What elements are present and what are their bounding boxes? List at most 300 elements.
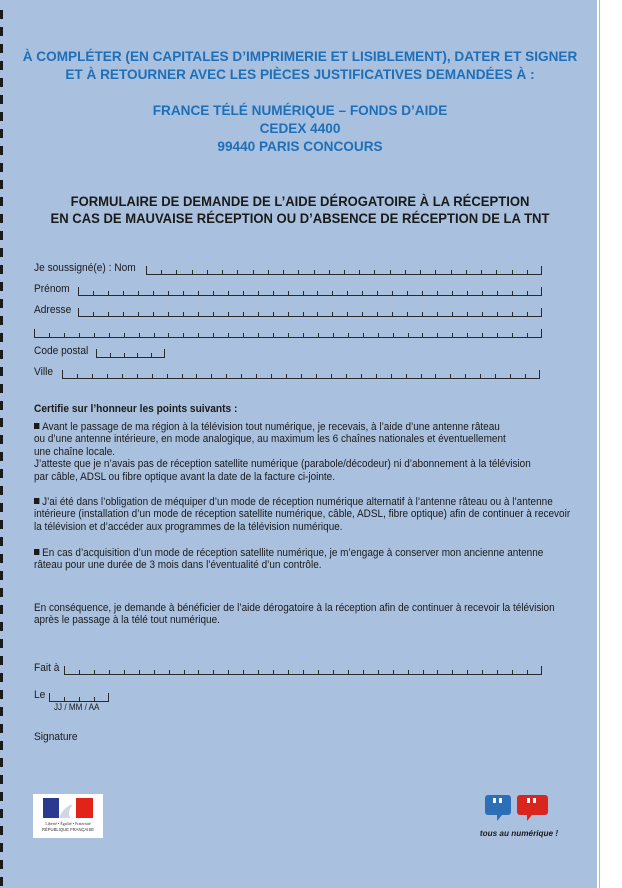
perforation-mark (0, 197, 3, 206)
field-baseline (78, 295, 542, 296)
perforation-mark (0, 231, 3, 240)
field-tick (288, 312, 289, 317)
fait-field[interactable] (64, 666, 542, 675)
field-tick (94, 670, 95, 675)
signature-label: Signature (34, 731, 78, 743)
field-tick (243, 312, 244, 317)
field-tick (288, 670, 289, 675)
field-tick (253, 270, 254, 275)
field-tick (422, 312, 423, 317)
field-tick (482, 312, 483, 317)
field-tick (273, 670, 274, 675)
field-tick (374, 270, 375, 275)
field-tick (286, 374, 287, 379)
perforation-mark (0, 809, 3, 818)
field-tick (213, 670, 214, 675)
field-baseline (96, 357, 165, 358)
certify-point-2-line-1 (34, 496, 553, 508)
red-bubble (517, 795, 548, 821)
certify-point-3 (34, 547, 544, 572)
field-tick (437, 291, 438, 296)
field-tick (393, 333, 394, 338)
field-tick (283, 270, 284, 275)
field-tick (109, 670, 110, 675)
red-bubble-eye (527, 798, 530, 803)
perforation-mark (0, 503, 3, 512)
certify-point-3-line-1 (34, 547, 544, 559)
field-tick (346, 374, 347, 379)
field-tick (450, 374, 451, 379)
field-tick (467, 333, 468, 338)
field-tick (423, 670, 424, 675)
page-margin (597, 0, 622, 888)
blue-bubble (485, 795, 511, 821)
field-tick (198, 670, 199, 675)
field-tick (107, 374, 108, 379)
code-postal-label: Code postal (34, 345, 89, 357)
field-tick (176, 270, 177, 275)
field-tick (539, 370, 540, 379)
fait-label: Fait à (34, 662, 60, 674)
field-tick (495, 374, 496, 379)
field-tick (452, 291, 453, 296)
form-title-line-2: EN CAS DE MAUVAISE RÉCEPTION OU D’ABSENCE DE RÉCEPTION DE LA TNT (50, 211, 550, 227)
speech-bubbles-icon (474, 792, 564, 842)
field-tick (124, 333, 125, 338)
field-tick (256, 374, 257, 379)
blue-bubble-eye (499, 798, 502, 803)
field-tick (228, 333, 229, 338)
adresse-field-line-2[interactable] (34, 329, 542, 338)
field-tick (139, 670, 140, 675)
certify-point-1-line-2: ou d’une antenne intérieure, en mode analogique, au maximum les 6 chaînes nationales et éventuellement (34, 433, 506, 446)
field-tick (348, 333, 349, 338)
adresse-label: Adresse (34, 304, 72, 316)
field-tick (378, 670, 379, 675)
field-tick (437, 333, 438, 338)
field-tick (268, 270, 269, 275)
field-tick (510, 374, 511, 379)
field-tick (182, 374, 183, 379)
field-tick (79, 333, 80, 338)
field-tick (183, 333, 184, 338)
field-tick (393, 670, 394, 675)
field-tick (198, 312, 199, 317)
field-tick (110, 353, 111, 358)
field-tick (348, 670, 349, 675)
field-tick (422, 291, 423, 296)
field-tick (153, 291, 154, 296)
field-tick (497, 312, 498, 317)
field-tick (527, 312, 528, 317)
perforation-mark (0, 27, 3, 36)
field-tick (167, 374, 168, 379)
perforation-mark (0, 843, 3, 852)
perforation-mark (0, 78, 3, 87)
field-tick (541, 266, 542, 275)
field-tick (480, 374, 481, 379)
field-tick (452, 333, 453, 338)
address-line-2: CEDEX 4400 (259, 121, 341, 136)
field-tick (258, 670, 259, 675)
field-tick (301, 374, 302, 379)
field-tick (376, 374, 377, 379)
field-tick (407, 312, 408, 317)
field-tick (303, 670, 304, 675)
field-tick (363, 670, 364, 675)
field-tick (421, 374, 422, 379)
field-tick (139, 333, 140, 338)
certify-point-1-line-4: J’atteste que je n’avais pas de réception satellite numérique (parabole/décodeur) ni d’abonnement à la télévision (34, 458, 531, 471)
certify-point-2-text-1: J’ai été dans l’obligation de méquiper d’un mode de réception numérique alternatif à l’antenne râteau ou à l’antenne (42, 496, 553, 508)
field-tick (207, 270, 208, 275)
field-tick (243, 291, 244, 296)
field-tick (124, 353, 125, 358)
certify-point-2 (34, 496, 571, 533)
field-tick (154, 333, 155, 338)
perforation-mark (0, 605, 3, 614)
bullet-icon (34, 549, 39, 555)
perforation-mark (0, 877, 3, 886)
field-tick (288, 291, 289, 296)
address-line-3: 99440 PARIS CONCOURS (217, 139, 383, 154)
field-tick (196, 374, 197, 379)
field-tick (541, 287, 542, 296)
field-tick (303, 291, 304, 296)
field-tick (317, 291, 318, 296)
field-tick (452, 312, 453, 317)
bullet-icon (34, 498, 39, 504)
field-tick (377, 312, 378, 317)
marianne-flag-icon (33, 794, 103, 838)
field-tick (451, 270, 452, 275)
field-tick (377, 291, 378, 296)
field-tick (347, 291, 348, 296)
perforation-mark (0, 367, 3, 376)
field-tick (482, 670, 483, 675)
nom-label: Je soussigné(e) : Nom (34, 262, 136, 274)
ville-field[interactable] (62, 370, 540, 379)
perforation-mark (0, 146, 3, 155)
field-tick (124, 670, 125, 675)
date-field[interactable] (49, 693, 109, 702)
field-tick (184, 670, 185, 675)
red-bubble-eye (533, 798, 536, 803)
field-tick (303, 312, 304, 317)
field-tick (541, 308, 542, 317)
field-tick (34, 329, 35, 338)
republique-francaise-logo (33, 794, 103, 838)
field-tick (137, 353, 138, 358)
field-tick (541, 329, 542, 338)
field-tick (497, 333, 498, 338)
field-tick (198, 291, 199, 296)
field-tick (422, 333, 423, 338)
field-tick (49, 693, 50, 702)
field-tick (154, 670, 155, 675)
perforation-mark (0, 537, 3, 546)
field-tick (222, 270, 223, 275)
perforation-mark (0, 214, 3, 223)
field-tick (92, 374, 93, 379)
field-tick (213, 333, 214, 338)
field-tick (318, 333, 319, 338)
field-tick (525, 374, 526, 379)
field-tick (258, 312, 259, 317)
field-tick (332, 312, 333, 317)
field-tick (168, 291, 169, 296)
field-tick (109, 333, 110, 338)
perforation-mark (0, 775, 3, 784)
field-tick (408, 333, 409, 338)
field-tick (228, 670, 229, 675)
field-tick (228, 291, 229, 296)
adresse-field-line-1[interactable] (78, 308, 542, 317)
perforation-mark (0, 860, 3, 869)
perforation-mark (0, 554, 3, 563)
perforation-mark (0, 333, 3, 342)
perforation-mark (0, 282, 3, 291)
field-tick (138, 312, 139, 317)
perforation-mark (0, 469, 3, 478)
field-tick (138, 291, 139, 296)
certify-point-1 (34, 421, 538, 483)
perforation-mark (0, 401, 3, 410)
field-tick (392, 291, 393, 296)
field-tick (213, 291, 214, 296)
field-tick (482, 333, 483, 338)
field-tick (211, 374, 212, 379)
perforation-mark (0, 486, 3, 495)
perforation-mark (0, 129, 3, 138)
perforation-mark (0, 163, 3, 172)
perforation-mark (0, 316, 3, 325)
field-tick (527, 270, 528, 275)
field-tick (527, 333, 528, 338)
perforation-mark (0, 758, 3, 767)
field-tick (512, 312, 513, 317)
flag-blue-band (43, 798, 59, 818)
field-tick (420, 270, 421, 275)
field-tick (329, 270, 330, 275)
field-tick (332, 291, 333, 296)
field-tick (93, 312, 94, 317)
address-line-1: FRANCE TÉLÉ NUMÉRIQUE – FONDS D’AIDE (152, 103, 448, 118)
field-tick (347, 312, 348, 317)
bullet-icon (34, 423, 39, 429)
field-tick (241, 374, 242, 379)
field-tick (362, 291, 363, 296)
certify-point-3-text-1: En cas d’acquisition d’un mode de réception satellite numérique, je m’engage à conserver mon ancienne antenne (42, 547, 544, 559)
perforation-mark (0, 707, 3, 716)
field-tick (164, 349, 165, 358)
field-tick (108, 291, 109, 296)
perforation-mark (0, 112, 3, 121)
prenom-label: Prénom (34, 283, 70, 295)
field-tick (123, 291, 124, 296)
field-tick (314, 270, 315, 275)
field-tick (378, 333, 379, 338)
field-tick (317, 312, 318, 317)
field-tick (243, 333, 244, 338)
field-tick (137, 374, 138, 379)
tous-au-numerique-logo (474, 792, 564, 842)
certify-point-1-text-1: Avant le passage de ma région à la télévision tout numérique, je recevais, à l’aide d’une antenne râteau (42, 421, 500, 433)
field-tick (467, 291, 468, 296)
field-tick (512, 333, 513, 338)
instructions-line-2: ET À RETOURNER AVEC LES PIÈCES JUSTIFICATIVES DEMANDÉES À : (65, 67, 535, 82)
field-tick (108, 312, 109, 317)
perforation-mark (0, 299, 3, 308)
field-baseline (78, 316, 542, 317)
perforation-mark (0, 639, 3, 648)
field-tick (151, 353, 152, 358)
certify-point-1-line-5: par câble, ADSL ou fibre optique avant la date de la facture ci-jointe. (34, 470, 336, 483)
perforation-mark (0, 792, 3, 801)
field-tick (273, 333, 274, 338)
field-tick (79, 670, 80, 675)
field-tick (258, 291, 259, 296)
conclusion-line-2: après le passage à la télé tout numérique. (34, 614, 220, 627)
field-tick (226, 374, 227, 379)
perforation-mark (0, 180, 3, 189)
instructions-line-1: À COMPLÉTER (EN CAPITALES D’IMPRIMERIE ET LISIBLEMENT), DATER ET SIGNER (22, 49, 578, 64)
field-tick (392, 312, 393, 317)
certify-heading: Certifie sur l’honneur les points suivants : (34, 403, 238, 415)
date-format-hint: JJ / MM / AA (54, 702, 100, 712)
field-tick (152, 374, 153, 379)
field-tick (437, 670, 438, 675)
field-tick (363, 333, 364, 338)
rf-name: RÉPUBLIQUE FRANÇAISE (41, 827, 95, 832)
field-tick (192, 270, 193, 275)
code-postal-field[interactable] (96, 349, 165, 358)
field-tick (512, 291, 513, 296)
field-tick (64, 333, 65, 338)
field-tick (168, 312, 169, 317)
field-tick (331, 374, 332, 379)
field-tick (467, 670, 468, 675)
field-tick (527, 291, 528, 296)
certify-point-1-line-3: une chaîne locale. (34, 445, 116, 458)
perforation-mark (0, 384, 3, 393)
field-tick (465, 374, 466, 379)
field-tick (512, 670, 513, 675)
field-tick (183, 312, 184, 317)
field-tick (183, 291, 184, 296)
perforation-mark (0, 350, 3, 359)
conclusion-line-1: En conséquence, je demande à bénéficier de l’aide dérogatoire à la réception afin de continuer à recevoir la télévision (34, 602, 555, 614)
field-tick (467, 312, 468, 317)
perforation-mark (0, 741, 3, 750)
perforation-mark (0, 673, 3, 682)
field-tick (497, 670, 498, 675)
field-tick (271, 374, 272, 379)
perforation-mark (0, 95, 3, 104)
perforation-mark (0, 61, 3, 70)
perforation-mark (0, 520, 3, 529)
field-tick (123, 312, 124, 317)
perforation-mark (0, 656, 3, 665)
perforation-mark (0, 724, 3, 733)
field-tick (390, 270, 391, 275)
field-tick (333, 333, 334, 338)
field-tick (78, 287, 79, 296)
rf-motto: Liberté • Égalité • Fraternité (45, 821, 91, 826)
field-tick (361, 374, 362, 379)
field-tick (153, 312, 154, 317)
field-tick (213, 312, 214, 317)
prenom-field[interactable] (78, 287, 542, 296)
flag-red-band (76, 798, 93, 818)
perforation-mark (0, 588, 3, 597)
field-tick (497, 291, 498, 296)
field-tick (243, 670, 244, 675)
field-tick (96, 349, 97, 358)
field-tick (161, 270, 162, 275)
field-tick (437, 312, 438, 317)
field-tick (333, 670, 334, 675)
field-tick (237, 270, 238, 275)
perforation-mark (0, 690, 3, 699)
field-tick (77, 374, 78, 379)
field-tick (406, 374, 407, 379)
field-tick (482, 291, 483, 296)
perforation-mark (0, 10, 3, 19)
field-tick (405, 270, 406, 275)
field-tick (541, 666, 542, 675)
field-tick (122, 374, 123, 379)
ville-label: Ville (34, 366, 54, 378)
field-tick (359, 270, 360, 275)
field-tick (168, 333, 169, 338)
field-tick (273, 291, 274, 296)
field-tick (93, 291, 94, 296)
perforation-mark (0, 622, 3, 631)
perforation-mark (0, 435, 3, 444)
field-tick (288, 333, 289, 338)
perforation-mark (0, 248, 3, 257)
field-tick (452, 670, 453, 675)
field-tick (273, 312, 274, 317)
blue-bubble-eye (493, 798, 496, 803)
perforation-mark (0, 452, 3, 461)
field-tick (435, 374, 436, 379)
field-tick (228, 312, 229, 317)
certify-point-1-line-1 (34, 421, 538, 433)
field-tick (527, 670, 528, 675)
perforation-mark (0, 571, 3, 580)
le-label: Le (34, 689, 46, 701)
field-tick (146, 266, 147, 275)
perforation-mark (0, 418, 3, 427)
field-tick (435, 270, 436, 275)
field-tick (481, 270, 482, 275)
perforation-mark (0, 826, 3, 835)
field-tick (258, 333, 259, 338)
field-tick (198, 333, 199, 338)
form-title-line-1: FORMULAIRE DE DEMANDE DE L’AIDE DÉROGATOIRE À LA RÉCEPTION (70, 194, 530, 210)
nom-field[interactable] (146, 266, 542, 275)
field-tick (408, 670, 409, 675)
field-tick (78, 308, 79, 317)
field-tick (303, 333, 304, 338)
page-edge-line (599, 0, 600, 888)
field-tick (362, 312, 363, 317)
field-tick (298, 270, 299, 275)
field-tick (169, 670, 170, 675)
tan-text: tous au numérique ! (479, 829, 559, 838)
